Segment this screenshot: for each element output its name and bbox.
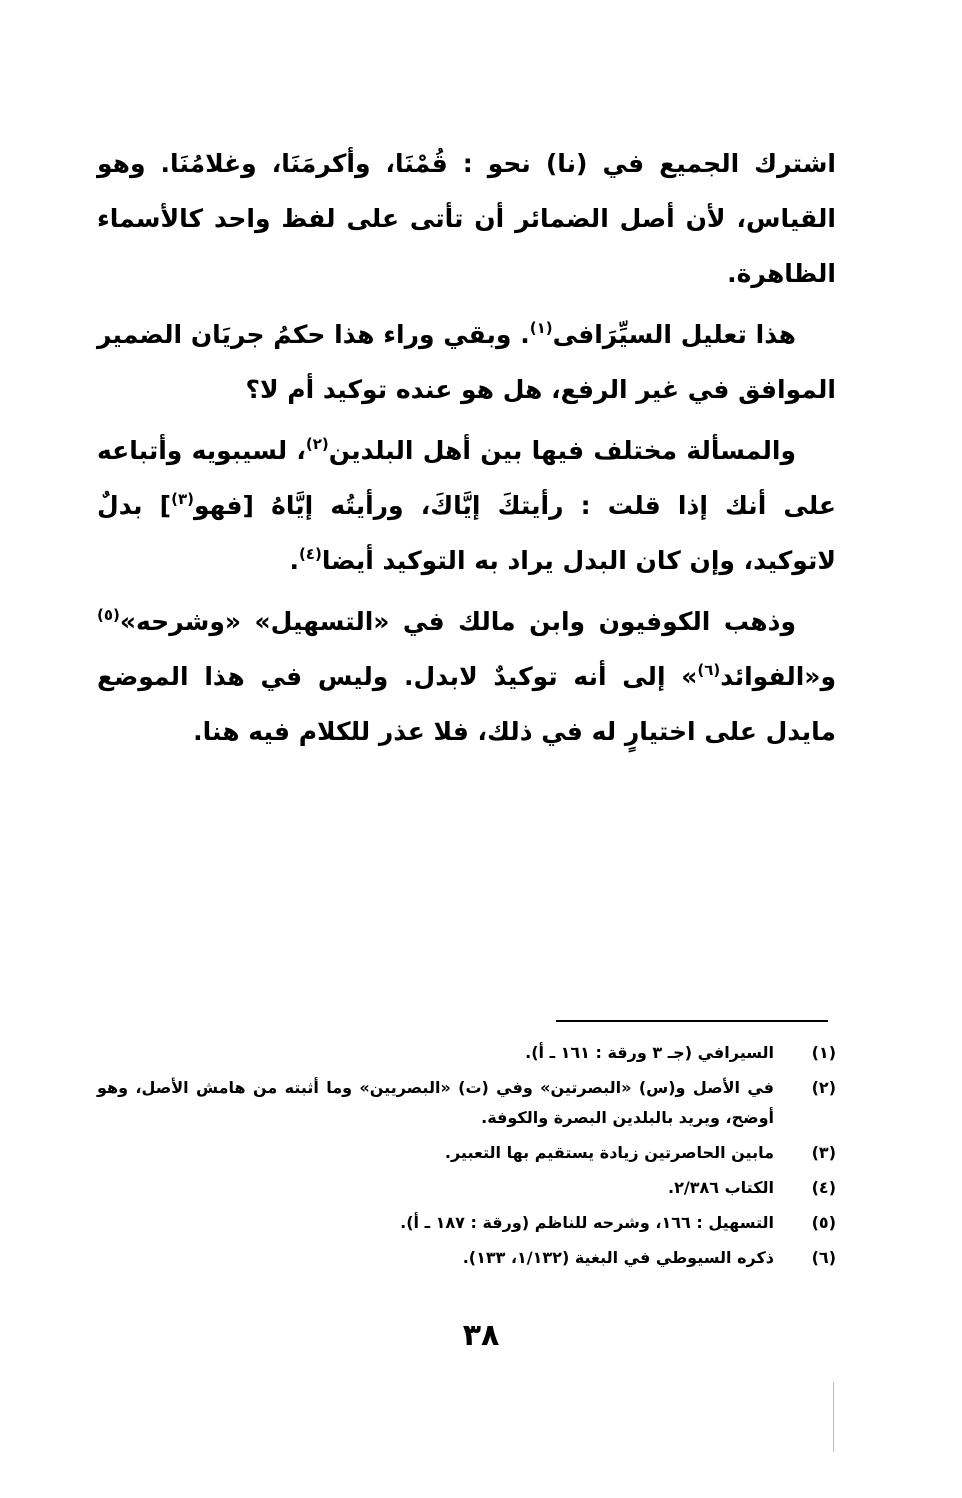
paragraph-4 <box>97 594 836 759</box>
paragraph-2 <box>97 307 836 417</box>
footnote-text: في الأصل و(س) «البصرتين» وفي (ت) «البصريين» وما أثبته من هامش الأصل، وهو أوضح، ويريد بالبلدين البصرة والكوفة. <box>97 1078 774 1127</box>
footnote-number: (٥) <box>811 1213 836 1232</box>
paragraph-2-text-a: هذا تعليل السيِّرَافى <box>552 320 796 349</box>
paragraph-3-text-b: ، لسيبويه وأتباعه على أنك إذا قلت : رأيتكَ إيَّاكَ، ورأيتُه إيَّاهُ [فهو <box>97 436 836 520</box>
paragraph-3-text-a: والمسألة مختلف فيها بين أهل البلدين <box>328 436 796 465</box>
footnote-number: (٢) <box>811 1078 836 1097</box>
paragraph-2-text-b: . وبقي وراء هذا حكمُ جريَان الضمير الموافق في غير الرفع، هل هو عنده توكيد أم لا؟ <box>97 320 836 404</box>
footnote-ref-4: (٤) <box>298 545 322 563</box>
footnotes-list <box>97 1038 836 1278</box>
footnote-item <box>97 1173 836 1203</box>
paragraph-3-text-d: . <box>289 546 299 575</box>
footnote-text: ذكره السيوطي في البغية (١/١٣٢، ١٣٣). <box>462 1248 774 1267</box>
paragraph-4-text-b: و«الفوائد <box>720 662 836 691</box>
footnote-number: (٦) <box>811 1248 836 1267</box>
paragraph-1 <box>97 136 836 301</box>
footnote-number: (٤) <box>811 1178 836 1197</box>
footnote-text: الكتاب ٢/٣٨٦. <box>668 1178 774 1197</box>
page-number: ٣٨ <box>462 1318 500 1353</box>
footnote-item <box>97 1073 836 1133</box>
footnote-number: (٣) <box>811 1143 836 1162</box>
footnote-item <box>97 1243 836 1273</box>
footnote-text: التسهيل : ١٦٦، وشرحه للناظم (ورقة : ١٨٧ ـ أ). <box>400 1213 774 1232</box>
footnote-item <box>97 1038 836 1068</box>
footnote-item <box>97 1138 836 1168</box>
paragraph-4-text-c: » إلى أنه توكيدٌ لابدل. وليس في هذا الموضع مايدل على اختيارٍ له في ذلك، فلا عذر للكلام فيه هنا. <box>97 662 836 746</box>
paragraph-1-text: اشترك الجميع في (نا) نحو : قُمْنَا، وأكرمَنَا، وغلامُنَا. وهو القياس، لأن أصل الضمائر أن تأتى على لفظ واحد كالأسماء الظاهرة. <box>97 149 836 288</box>
footnote-number: (١) <box>811 1043 836 1062</box>
main-text <box>97 136 836 765</box>
footnote-ref-6: (٦) <box>697 661 721 679</box>
paragraph-3 <box>97 423 836 588</box>
footnote-ref-1: (١) <box>529 319 553 337</box>
footnote-text: مابين الحاصرتين زيادة يستقيم بها التعبير. <box>444 1143 774 1162</box>
scan-edge-line <box>833 1382 834 1452</box>
footnote-ref-5: (٥) <box>97 606 120 624</box>
footnote-separator <box>556 1020 828 1022</box>
paragraph-3-text-c: ] بدلٌ لاتوكيد، وإن كان البدل يراد به التوكيد أيضا <box>97 491 836 575</box>
footnote-item <box>97 1208 836 1238</box>
footnote-ref-2: (٢) <box>305 435 329 453</box>
footnote-ref-3: (٣) <box>171 490 194 508</box>
paragraph-4-text-a: وذهب الكوفيون وابن مالك في «التسهيل» «وشرحه» <box>119 607 796 636</box>
footnote-text: السيرافي (جـ ٣ ورقة : ١٦١ ـ أ). <box>525 1043 774 1062</box>
